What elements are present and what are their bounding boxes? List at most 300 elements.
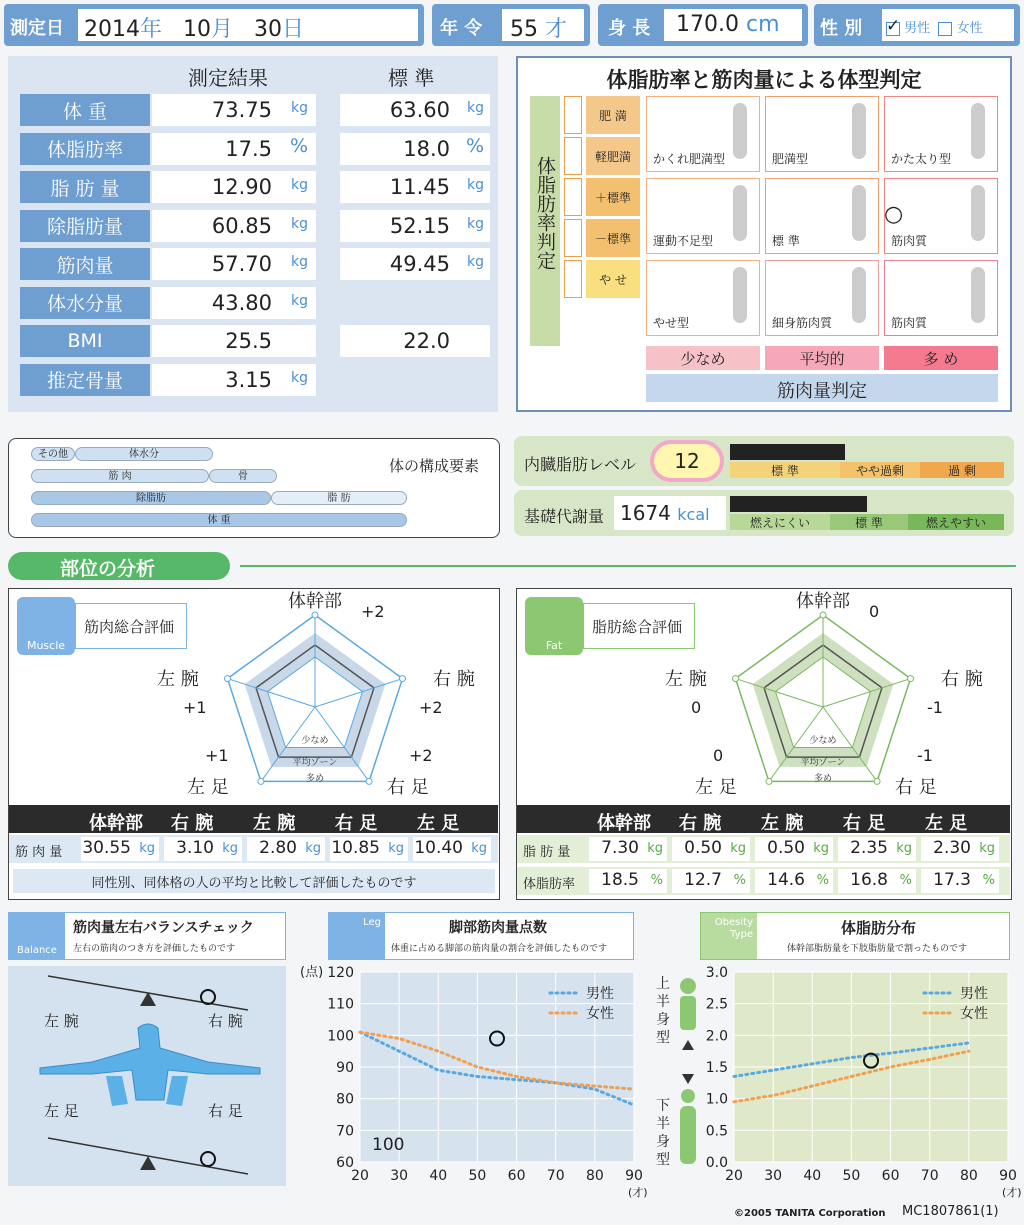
leg-y-unit: (点)	[300, 965, 324, 980]
bodytype-marker: ○	[884, 202, 904, 227]
body-figure-icon	[852, 103, 866, 159]
body-figure-icon	[852, 267, 866, 323]
fat-zone-label-1: 平均ゾーン	[800, 758, 846, 768]
bmr-scale	[730, 496, 1004, 532]
result-std-unit-3: kg	[467, 215, 484, 232]
muscle-label-right_arm: 右 腕	[433, 669, 475, 690]
bodytype-cell-label-2-2: 筋肉質	[891, 316, 928, 330]
obesity-title: 体脂肪分布	[841, 919, 917, 937]
leg-title: 脚部筋肉量点数	[449, 920, 547, 936]
header-age	[432, 4, 590, 46]
visceral-scale-label-0: 標 準	[771, 464, 799, 478]
result-unit-2: kg	[291, 177, 308, 193]
leg-value-label: 100	[372, 1135, 405, 1155]
left-leg-icon	[106, 1076, 128, 1106]
bodytype-col-label-0: 少なめ	[646, 346, 760, 370]
muscle-value-0: 30.55	[82, 838, 131, 858]
muscle-col-header-3: 右 足	[335, 813, 378, 834]
leg-xtick-6: 80	[585, 1168, 604, 1184]
result-value-3: 60.85	[211, 213, 272, 238]
composition-title: 体の構成要素	[389, 457, 480, 475]
obesity-ytick-5: 2.5	[705, 996, 728, 1013]
result-std-unit-1: %	[465, 134, 484, 157]
balance-right-leg: 右 足	[208, 1102, 243, 1120]
bodytype-panel	[516, 56, 1012, 412]
male-checkbox	[886, 15, 901, 36]
pct-cell-3	[838, 869, 916, 893]
bodytype-title: 体脂肪率と筋肉量による体型判定	[606, 68, 922, 92]
obesity-ytick-6: 3.0	[705, 965, 728, 981]
bmr-value-box	[614, 496, 726, 530]
muscle-col-header-4: 左 足	[417, 813, 460, 834]
pct-unit-0: %	[650, 873, 663, 888]
date-label: 測定日	[10, 18, 64, 39]
balance-panel	[8, 966, 286, 1186]
obesity-legend-label-1: 女性	[960, 1006, 988, 1022]
muscle-radar-vertex	[312, 612, 318, 618]
bodytype-cell-label-0-1: 肥満型	[772, 152, 809, 166]
obesity-ytick-3: 1.5	[705, 1060, 728, 1076]
bodytype-cell-label-1-2: 筋肉質	[891, 234, 928, 248]
right-leg-icon	[166, 1076, 188, 1106]
body-figure-icon	[733, 185, 747, 241]
upper-label-char-3: 型	[656, 1030, 670, 1046]
segment-title-rule	[240, 565, 1016, 567]
check-mark-icon: ✓	[886, 15, 901, 36]
upper-body-figure-icon	[680, 996, 696, 1030]
leg-x-unit: (才)	[628, 1186, 648, 1199]
muscle-radar	[9, 589, 499, 807]
fat-value-0: 7.30	[601, 838, 639, 858]
muscle-cell-4	[413, 837, 491, 861]
body-figure-icon	[971, 185, 985, 241]
muscle-score-left_arm: +1	[183, 698, 207, 717]
fat-col-header-4: 左 足	[925, 813, 968, 834]
result-value-4: 57.70	[211, 252, 272, 276]
height-value: 170.0	[676, 12, 739, 37]
fat-label-trunk: 体幹部	[796, 591, 850, 612]
fat-score-left_arm: 0	[691, 698, 702, 717]
leg-xtick-5: 70	[546, 1168, 565, 1184]
leg-ytick-4: 100	[327, 1028, 354, 1045]
result-std-box-6	[340, 325, 490, 357]
result-std-3: 52.15	[389, 213, 450, 238]
muscle-score-trunk: +2	[361, 602, 385, 621]
visceral-value-badge	[650, 440, 724, 482]
fat-cell-3	[838, 837, 916, 861]
result-label-6: BMI	[20, 325, 150, 357]
obesity-badge-label-2: Type	[730, 929, 753, 940]
result-value-5: 43.80	[211, 290, 272, 315]
pct-cell-1	[672, 869, 750, 893]
bodytype-cell-0-2	[884, 96, 998, 172]
bar-lean	[31, 491, 271, 505]
leg-legend-label-1: 女性	[586, 1006, 614, 1022]
muscle-label-left_leg: 左 足	[187, 777, 229, 798]
bodytype-vertical-text: 体脂肪率判定	[534, 156, 556, 270]
age-field	[502, 9, 584, 41]
muscle-cell-0	[81, 837, 159, 861]
leg-xtick-3: 50	[468, 1168, 487, 1184]
leg-fulcrum-icon	[140, 1156, 156, 1170]
muscle-score-right_leg: +2	[409, 746, 433, 765]
fat-table-header	[517, 805, 1010, 833]
bar-other-label: その他	[38, 449, 68, 460]
leg-ytick-6: 120	[327, 965, 354, 981]
muscle-unit-3: kg	[388, 841, 404, 856]
result-value-box-2	[152, 171, 316, 203]
bodytype-cell-label-2-1: 細身筋肉質	[772, 316, 833, 330]
result-std-box-1	[340, 133, 490, 165]
fat-unit-1: kg	[730, 841, 746, 856]
date-day: 30	[254, 17, 282, 42]
bodytype-cell-0-1	[765, 96, 879, 172]
header-date	[4, 4, 424, 46]
fat-title: 脂肪総合評価	[592, 618, 683, 636]
muscle-value-2: 2.80	[259, 838, 297, 858]
result-std-unit-2: kg	[467, 177, 484, 193]
leg-ytick-2: 80	[336, 1091, 354, 1108]
fat-label-left_arm: 左 腕	[665, 669, 707, 690]
fat-cell-2	[755, 837, 833, 861]
fat-col-header-0: 体幹部	[597, 813, 651, 834]
fat-cell-4	[921, 837, 999, 861]
obesity-x-unit: (才)	[1002, 1186, 1022, 1199]
result-unit-5: kg	[291, 292, 308, 309]
bmr-scale-low	[730, 514, 830, 530]
fat-score-right_arm: -1	[927, 698, 943, 717]
result-label-3: 除脂肪量	[20, 210, 150, 242]
body-figure-icon	[852, 185, 866, 241]
age-label: 年 令	[440, 18, 483, 39]
result-unit-4: kg	[291, 254, 308, 270]
bar-other	[31, 447, 75, 461]
muscle-score-left_leg: +1	[205, 746, 229, 765]
pct-row-label: 体脂肪率	[523, 877, 576, 892]
pct-cell-0	[589, 869, 667, 893]
fat-cell-1	[672, 837, 750, 861]
bar-water	[75, 447, 213, 461]
obesity-header	[700, 912, 1010, 960]
balance-badge	[9, 913, 65, 959]
visceral-level-bar	[730, 444, 845, 460]
leg-xtick-4: 60	[507, 1168, 526, 1184]
upper-label-char-0: 上	[656, 976, 670, 992]
fat-radar-vertex	[766, 778, 772, 784]
visceral-label: 内臓脂肪レベル	[524, 455, 637, 474]
body-figure-icon	[733, 267, 747, 323]
sex-male: 男性	[904, 21, 931, 36]
date-year-unit: 年	[140, 17, 163, 42]
bmr-level-bar	[730, 496, 867, 512]
date-day-unit: 日	[282, 17, 305, 42]
result-value-box-4	[152, 248, 316, 280]
bodytype-col-label-1: 平均的	[765, 346, 879, 370]
fat-radar-vertex	[820, 612, 826, 618]
muscle-col-header-1: 右 腕	[171, 813, 214, 834]
pct-unit-2: %	[816, 873, 829, 888]
muscle-unit-0: kg	[139, 841, 155, 856]
visceral-scale	[730, 444, 1004, 478]
obesity-subtitle: 体幹部脂肪量を下肢脂肪量で割ったものです	[787, 944, 968, 954]
leg-marker	[201, 1152, 215, 1166]
visceral-scale-label-1: やや過剰	[855, 464, 904, 478]
bodytype-cell-1-1	[765, 178, 879, 254]
leg-xtick-1: 30	[390, 1168, 409, 1184]
footer-copyright: ©2005 TANITA Corporation	[734, 1208, 886, 1219]
bodytype-col-label-2: 多 め	[884, 346, 998, 370]
result-std-box-4	[340, 248, 490, 280]
obesity-badge-label-1: Obesity	[714, 917, 753, 928]
bodytype-cell-1-0	[646, 178, 760, 254]
pct-value-1: 12.7	[684, 870, 722, 890]
result-value-box-6	[152, 325, 316, 357]
result-label-1: 体脂肪率	[20, 133, 150, 165]
result-label-4: 筋肉量	[20, 248, 150, 280]
fat-score-right_leg: -1	[917, 746, 933, 765]
fat-row-label: 脂 肪 量	[523, 845, 571, 860]
bodytype-row-swatch-4	[564, 260, 582, 298]
result-value-box-3	[152, 210, 316, 242]
result-unit-1: %	[289, 134, 308, 157]
height-unit: cm	[745, 12, 780, 37]
result-std-0: 63.60	[389, 98, 450, 122]
body-figure-icon	[971, 103, 985, 159]
leg-xtick-0: 20	[351, 1168, 369, 1184]
pct-value-0: 18.5	[601, 870, 639, 890]
bmr-panel	[514, 490, 1014, 536]
result-std-box-0	[340, 94, 490, 126]
muscle-value-3: 10.85	[331, 838, 380, 858]
bar-fat	[271, 491, 407, 505]
bmr-scale-label-0: 燃えにくい	[749, 516, 810, 530]
date-year: 2014	[84, 17, 140, 42]
lower-label-char-2: 身	[656, 1134, 670, 1150]
bodytype-cell-2-0	[646, 260, 760, 336]
muscle-label-right_leg: 右 足	[387, 777, 429, 798]
result-label-5: 体水分量	[20, 287, 150, 319]
muscle-panel	[8, 588, 500, 900]
muscle-col-header-2: 左 腕	[253, 813, 296, 834]
fat-radar-vertex	[733, 676, 739, 682]
balance-diagram	[8, 966, 286, 1186]
result-value-box-7	[152, 364, 316, 396]
result-value-box-5	[152, 287, 316, 319]
bodytype-cell-label-2-0: やせ型	[653, 316, 690, 330]
obesity-xtick-6: 80	[959, 1168, 978, 1184]
header-height	[598, 4, 808, 46]
bodytype-row-label-1: 軽肥満	[586, 137, 640, 175]
visceral-scale-slight	[840, 462, 920, 478]
col-result-header: 測定結果	[188, 66, 268, 90]
result-std-4: 49.45	[389, 252, 450, 276]
age-unit: 才	[545, 17, 568, 42]
bodytype-row-label-2: ＋標準	[586, 178, 640, 216]
result-label-2: 脂 肪 量	[20, 171, 150, 203]
obesity-xtick-7: 90	[999, 1168, 1017, 1184]
muscle-radar-vertex	[399, 676, 405, 682]
visceral-scale-label-2: 過 剰	[948, 464, 976, 478]
balance-left-arm: 左 腕	[44, 1012, 79, 1030]
fat-label-left_leg: 左 足	[695, 777, 737, 798]
result-label-0: 体 重	[20, 94, 150, 126]
bar-fat-label: 脂 肪	[327, 493, 351, 504]
leg-legend-label-0: 男性	[586, 986, 614, 1002]
obesity-badge	[701, 913, 757, 959]
muscle-table-header	[9, 805, 498, 833]
lower-body-figure-icon	[680, 1106, 696, 1164]
leg-xtick-2: 40	[429, 1168, 448, 1184]
fat-radar	[517, 589, 1011, 807]
muscle-cell-3	[330, 837, 408, 861]
fat-value-1: 0.50	[684, 838, 722, 858]
bodytype-cell-2-2	[884, 260, 998, 336]
bodytype-cell-0-0	[646, 96, 760, 172]
fat-table-row	[517, 835, 1010, 863]
pct-unit-3: %	[899, 873, 912, 888]
visceral-panel	[514, 436, 1014, 486]
muscle-zone-label-0: 少なめ	[301, 736, 329, 746]
muscle-col-header-0: 体幹部	[89, 813, 143, 834]
sex-female: 女性	[956, 21, 983, 36]
age-value: 55	[510, 17, 538, 42]
date-field	[78, 9, 418, 41]
result-value-1: 17.5	[225, 136, 272, 161]
result-value-box-1	[152, 133, 316, 165]
height-field	[664, 9, 802, 41]
visceral-scale-excess	[920, 462, 1004, 478]
leg-ytick-3: 90	[336, 1060, 354, 1076]
fat-unit-0: kg	[647, 841, 663, 856]
pct-table-row	[517, 867, 1010, 895]
pct-cell-4	[921, 869, 999, 893]
muscle-score-right_arm: +2	[419, 698, 443, 717]
fat-col-header-1: 右 腕	[679, 813, 722, 834]
sex-label: 性 別	[820, 18, 863, 39]
result-std-6: 22.0	[403, 329, 450, 353]
fat-label-right_leg: 右 足	[895, 777, 937, 798]
fat-unit-3: kg	[896, 841, 912, 856]
leg-header	[328, 912, 634, 960]
lower-label-char-3: 型	[656, 1152, 670, 1168]
fat-radar-vertex	[874, 778, 880, 784]
bmr-scale-high	[908, 514, 1004, 530]
fat-value-2: 0.50	[767, 838, 805, 858]
muscle-row-label: 筋 肉 量	[15, 845, 63, 860]
obesity-xtick-2: 40	[803, 1168, 822, 1184]
fat-value-4: 2.30	[933, 838, 971, 858]
date-month-unit: 月	[211, 17, 234, 42]
result-value-7: 3.15	[225, 367, 272, 392]
obesity-xtick-5: 70	[920, 1168, 939, 1184]
bar-water-label: 体水分	[129, 449, 159, 460]
obesity-ytick-0: 0.0	[705, 1155, 728, 1171]
lower-label-char-1: 半	[656, 1116, 670, 1132]
bmr-scale-label-1: 標 準	[855, 516, 883, 530]
bodytype-cell-label-0-2: かた太り型	[891, 152, 952, 166]
leg-chart	[296, 960, 658, 1200]
muscle-cell-1	[164, 837, 242, 861]
bar-weight-label: 体 重	[207, 515, 231, 526]
leg-subtitle: 体重に占める脚部の筋肉量の割合を評価したものです	[391, 944, 608, 954]
pct-unit-1: %	[733, 873, 746, 888]
muscle-table-row	[9, 835, 498, 863]
bmr-scale-label-2: 燃えやすい	[925, 516, 986, 530]
bodytype-row-swatch-0	[564, 96, 582, 134]
visceral-value: 12	[674, 449, 700, 473]
fat-zone-label-2: 多め	[813, 774, 833, 784]
fat-score-left_leg: 0	[713, 746, 724, 765]
header-sex	[814, 4, 1020, 46]
bodytype-cell-label-1-1: 標 準	[772, 234, 800, 248]
result-std-box-2	[340, 171, 490, 203]
result-unit-3: kg	[291, 215, 308, 232]
bar-bone	[209, 469, 277, 483]
fat-unit-4: kg	[979, 841, 995, 856]
bodytype-row-label-4: や せ	[586, 260, 640, 298]
result-label-7: 推定骨量	[20, 364, 150, 396]
result-std-unit-0: kg	[467, 100, 484, 116]
fat-cell-0	[589, 837, 667, 861]
bmr-scale-std	[830, 514, 908, 530]
bodytype-row-swatch-2	[564, 178, 582, 216]
result-value-2: 12.90	[211, 175, 272, 199]
muscle-value-1: 3.10	[176, 838, 214, 858]
muscle-badge-label: Muscle	[26, 639, 66, 652]
body-figure-icon	[971, 267, 985, 323]
muscle-unit-1: kg	[222, 841, 238, 856]
pct-value-3: 16.8	[850, 870, 888, 890]
muscle-label-trunk: 体幹部	[288, 591, 342, 612]
bodytype-row-swatch-1	[564, 137, 582, 175]
down-arrow-icon	[682, 1074, 694, 1084]
leg-ytick-1: 70	[336, 1123, 354, 1140]
bodytype-row-label-0: 肥 満	[586, 96, 640, 134]
upper-label-char-2: 身	[656, 1012, 670, 1028]
obesity-ytick-4: 2.0	[705, 1028, 728, 1045]
fat-value-3: 2.35	[850, 838, 888, 858]
leg-ytick-5: 110	[327, 996, 354, 1013]
fat-panel	[516, 588, 1012, 900]
fat-unit-2: kg	[813, 841, 829, 856]
result-unit-7: kg	[291, 369, 308, 386]
balance-left-leg: 左 足	[44, 1102, 79, 1120]
result-std-1: 18.0	[403, 136, 450, 161]
obesity-ytick-2: 1.0	[705, 1091, 728, 1108]
muscle-title: 筋肉総合評価	[84, 618, 175, 636]
bodytype-cell-label-0-0: かくれ肥満型	[653, 152, 726, 166]
fat-col-header-2: 左 腕	[761, 813, 804, 834]
pct-value-4: 17.3	[933, 870, 971, 890]
date-month: 10	[183, 17, 211, 42]
balance-subtitle: 左右の筋肉のつき方を評価したものです	[73, 944, 236, 954]
bar-muscle	[31, 469, 209, 483]
muscle-radar-vertex	[225, 676, 231, 682]
lower-label-char-0: 下	[656, 1098, 670, 1114]
pct-value-2: 14.6	[767, 870, 805, 890]
obesity-xtick-1: 30	[764, 1168, 783, 1184]
muscle-note: 同性別、同体格の人の平均と比較して評価したものです	[13, 869, 495, 893]
muscle-value-4: 10.40	[414, 838, 463, 858]
obesity-xtick-4: 60	[881, 1168, 900, 1184]
leg-ytick-0: 60	[336, 1155, 354, 1171]
result-value-0: 73.75	[211, 98, 272, 122]
result-std-2: 11.45	[389, 175, 450, 199]
bmr-label: 基礎代謝量	[524, 507, 605, 526]
leg-badge	[329, 913, 385, 959]
body-figure-icon	[40, 1024, 260, 1100]
sex-field	[882, 9, 1014, 41]
